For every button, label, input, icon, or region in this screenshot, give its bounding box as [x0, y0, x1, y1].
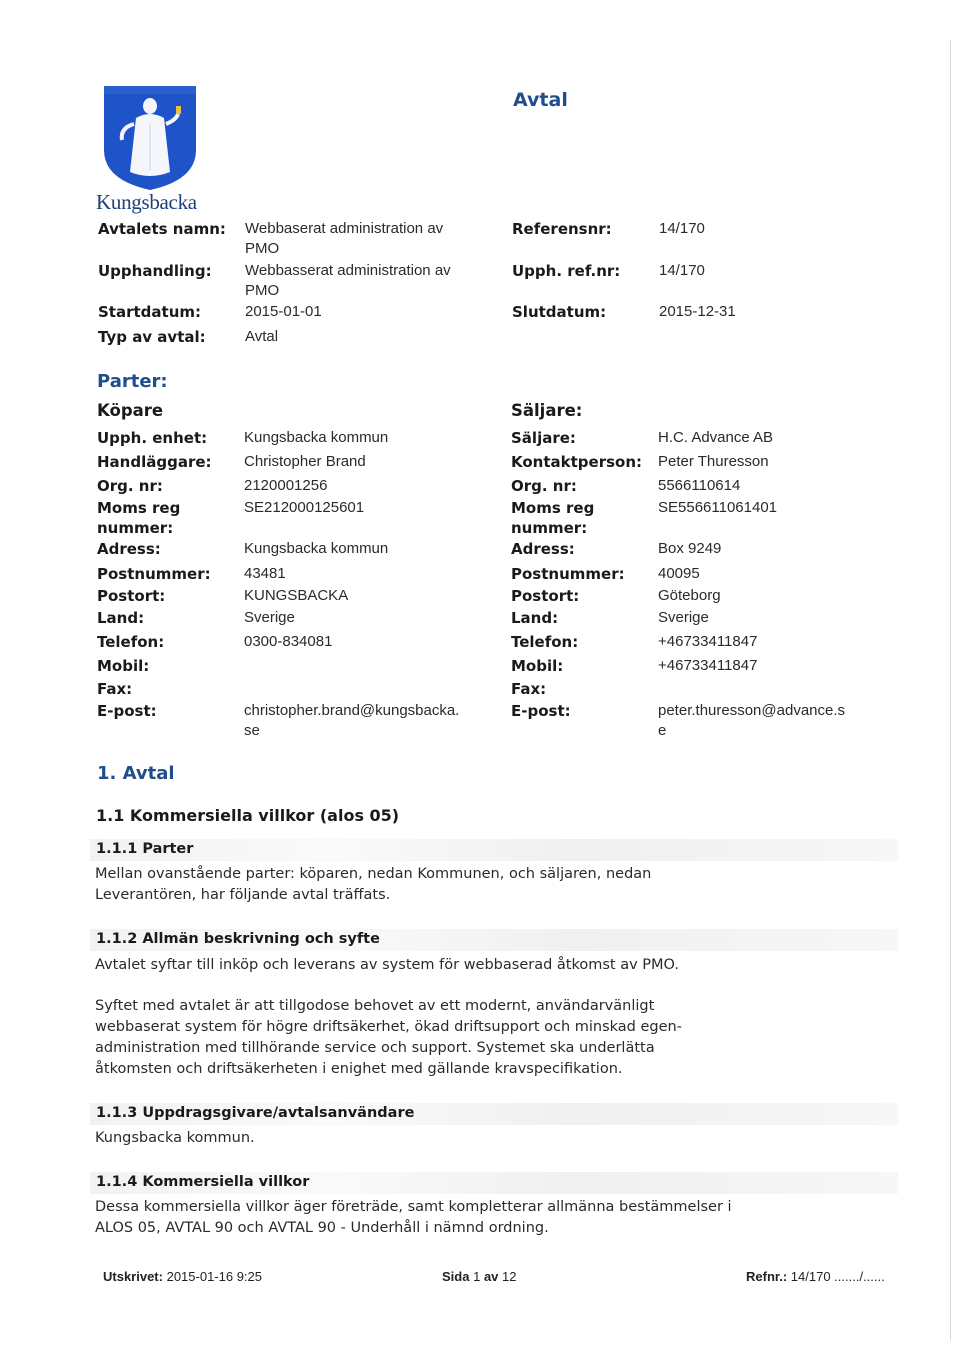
saljare-label: Fax: [511, 680, 547, 698]
section-1-1-1-bar [90, 839, 898, 861]
avtalets-namn-value: Webbaserat administration av PMO [245, 220, 444, 257]
saljare-heading: Säljare: [511, 401, 583, 420]
saljare-value: SE556611061401 [658, 499, 778, 516]
kopare-label: Postort: [97, 587, 166, 605]
typ-av-avtal-label: Typ av avtal: [98, 328, 206, 346]
saljare-label: Postnummer: [511, 565, 625, 583]
saljare-value: 40095 [658, 565, 700, 582]
section-1-1-1-text: Mellan ovanstående parter: köparen, nedan Kommunen, och säljaren, nedan Leverantören, har följande avtal träffats. [95, 866, 652, 903]
footer-total-pages: 12 [502, 1269, 517, 1284]
crest-icon [100, 84, 200, 192]
footer-page-label: Sida [442, 1269, 470, 1284]
saljare-value: Göteborg [658, 587, 721, 604]
kopare-value: christopher.brand@kungsbacka.se [244, 702, 460, 739]
footer-refnr-value: 14/170 ......./...... [790, 1269, 885, 1284]
footer-refnr-label: Refnr.: [746, 1269, 788, 1284]
referensnr-value: 14/170 [659, 220, 705, 237]
saljare-value: peter.thuresson@advance.se [658, 702, 846, 739]
kopare-label: Fax: [97, 680, 133, 698]
kopare-label: Adress: [97, 540, 161, 558]
kopare-label: E-post: [97, 702, 157, 720]
document-title: Avtal [513, 89, 568, 111]
saljare-label: Land: [511, 609, 559, 627]
section-1-1-2-bar [90, 929, 898, 951]
section-1-1-3-title: 1.1.3 Uppdragsgivare/avtalsanvändare [96, 1105, 415, 1121]
section-1-1-2-text-1: Avtalet syftar till inköp och leverans av system för webbaserad åtkomst av PMO. [95, 957, 679, 973]
saljare-label: Säljare: [511, 429, 576, 447]
kopare-label: Land: [97, 609, 145, 627]
kopare-value: KUNGSBACKA [244, 587, 349, 604]
kungsbacka-logo [96, 84, 200, 216]
logo-text: Kungsbacka [96, 190, 197, 214]
typ-av-avtal-value: Avtal [245, 328, 279, 345]
section-1-1-3-text: Kungsbacka kommun. [95, 1130, 255, 1146]
kopare-label: Moms reg nummer: [97, 499, 181, 537]
section-1-1-2-text-2: Syftet med avtalet är att tillgodose behovet av ett modernt, användarvänligt webbaserat system för högre driftsäkerhet, ökad driftsupport och minskad egen-administration med tillhörande service och support. Systemet ska underlätta åtkomsten och driftsäkerheten i enighet med gällande kravspecifikation. [95, 998, 682, 1077]
section-1-1-1-title: 1.1.1 Parter [96, 841, 194, 857]
footer-of-label: av [483, 1269, 499, 1284]
kopare-value: Kungsbacka kommun [244, 429, 389, 446]
kopare-label: Postnummer: [97, 565, 211, 583]
saljare-label: E-post: [511, 702, 571, 720]
slutdatum-label: Slutdatum: [512, 303, 607, 321]
saljare-value: Peter Thuresson [658, 453, 769, 470]
saljare-value: +46733411847 [658, 633, 758, 650]
section-1-1-4-title: 1.1.4 Kommersiella villkor [96, 1174, 310, 1190]
kopare-value: SE212000125601 [244, 499, 365, 516]
referensnr-label: Referensnr: [512, 220, 612, 238]
startdatum-value: 2015-01-01 [245, 303, 322, 320]
section-1-1-heading: 1.1 Kommersiella villkor (alos 05) [96, 806, 400, 825]
saljare-value: +46733411847 [658, 657, 758, 674]
upph-ref-label: Upph. ref.nr: [512, 262, 621, 280]
kopare-heading: Köpare [97, 401, 164, 420]
kopare-label: Org. nr: [97, 477, 163, 495]
kopare-label: Mobil: [97, 657, 150, 675]
kopare-value: Kungsbacka kommun [244, 540, 389, 557]
upphandling-value: Webbasserat administration av PMO [245, 262, 451, 299]
kopare-value: 2120001256 [244, 477, 328, 494]
kopare-value: 43481 [244, 565, 286, 582]
kopare-value: 0300-834081 [244, 633, 333, 650]
footer-refnr [746, 1269, 885, 1284]
section-1-1-3-bar [90, 1103, 898, 1125]
section-1-heading: 1. Avtal [97, 763, 175, 784]
kopare-value: Sverige [244, 609, 295, 626]
footer-page-value: 1 [473, 1269, 481, 1284]
section-1-1-2-title: 1.1.2 Allmän beskrivning och syfte [96, 931, 380, 947]
saljare-label: Adress: [511, 540, 575, 558]
saljare-label: Kontaktperson: [511, 453, 643, 471]
saljare-value: 5566110614 [658, 477, 741, 494]
saljare-label: Postort: [511, 587, 580, 605]
section-1-1-4-text: Dessa kommersiella villkor äger företräde, samt kompletterar allmänna bestämmelser i ALOS 05, AVTAL 90 och AVTAL 90 - Underhåll i nämnd ordning. [95, 1199, 732, 1236]
saljare-value: Box 9249 [658, 540, 722, 557]
footer-printed [103, 1269, 262, 1284]
saljare-label: Telefon: [511, 633, 579, 651]
kopare-label: Telefon: [97, 633, 165, 651]
startdatum-label: Startdatum: [98, 303, 202, 321]
saljare-label: Moms reg nummer: [511, 499, 595, 537]
parter-heading: Parter: [97, 371, 168, 392]
footer-page [442, 1269, 517, 1284]
footer-printed-label: Utskrivet: [103, 1269, 163, 1284]
saljare-label: Mobil: [511, 657, 564, 675]
kopare-value: Christopher Brand [244, 453, 366, 470]
saljare-label: Org. nr: [511, 477, 577, 495]
section-1-1-4-bar [90, 1172, 898, 1194]
slutdatum-value: 2015-12-31 [659, 303, 736, 320]
avtalets-namn-label: Avtalets namn: [98, 220, 226, 238]
kopare-label: Upph. enhet: [97, 429, 208, 447]
scan-edge [950, 40, 951, 1340]
kopare-label: Handläggare: [97, 453, 212, 471]
footer-printed-value: 2015-01-16 9:25 [166, 1269, 263, 1284]
upph-ref-value: 14/170 [659, 262, 705, 279]
saljare-value: H.C. Advance AB [658, 429, 774, 446]
upphandling-label: Upphandling: [98, 262, 212, 280]
saljare-value: Sverige [658, 609, 709, 626]
